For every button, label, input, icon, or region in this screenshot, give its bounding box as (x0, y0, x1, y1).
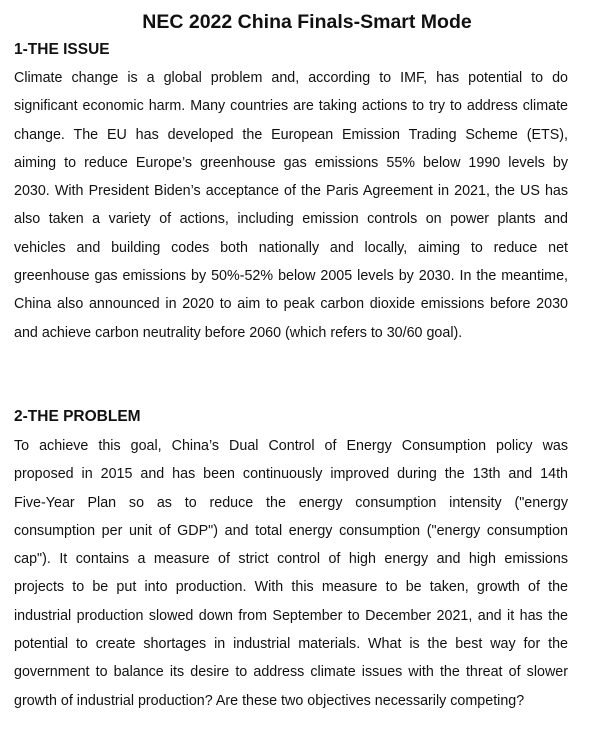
text-line: To achieve this goal, China’s Dual Control of Energy Consumption policy was (14, 438, 568, 454)
document-title: NEC 2022 China Finals-Smart Mode (142, 11, 472, 33)
text-line: government to balance its desire to address climate issues with the threat of slower (14, 664, 568, 681)
section-heading-issue: 1-THE ISSUE (14, 41, 110, 58)
text-line: Five-Year Plan so as to reduce the energy consumption intensity ("energy (14, 494, 568, 511)
text-line: China also announced in 2020 to aim to peak carbon dioxide emissions before 2030 (14, 296, 568, 313)
text-line: greenhouse gas emissions by 50%-52% below 2005 levels by 2030. In the meantime, (14, 268, 568, 285)
text-line: change. The EU has developed the European Emission Trading Scheme (ETS), (14, 126, 568, 143)
text-line: industrial production slowed down from September to December 2021, and it has the (14, 607, 568, 624)
text-line: aiming to reduce Europe’s greenhouse gas emissions 55% below 1990 levels by (14, 154, 568, 171)
text-line: consumption per unit of GDP") and total energy consumption ("energy consumption (14, 522, 568, 539)
text-line: 2030. With President Biden’s acceptance of the Paris Agreement in 2021, the US has (14, 183, 568, 200)
section-heading-problem: 2-THE PROBLEM (14, 408, 141, 425)
text-line: proposed in 2015 and has been continuously improved during the 13th and 14th (14, 466, 568, 483)
text-line: Climate change is a global problem and, according to IMF, has potential to do (14, 70, 568, 86)
section-body-problem (14, 432, 568, 715)
text-line: significant economic harm. Many countries are taking actions to try to address climate (14, 98, 568, 115)
text-line: growth of industrial production? Are these two objectives necessarily competing? (14, 692, 525, 709)
section-body-issue (14, 64, 568, 347)
text-line: projects to be put into production. With this measure to be taken, growth of the (14, 579, 568, 596)
text-line: cap"). It contains a measure of strict control of high energy and high emissions (14, 551, 568, 568)
text-line: potential to create shortages in industrial materials. What is the best way for the (14, 636, 568, 653)
text-line: also taken a variety of actions, including emission controls on power plants and (14, 211, 568, 228)
text-line: and achieve carbon neutrality before 2060 (which refers to 30/60 goal). (14, 324, 463, 341)
text-line: vehicles and building codes both nationally and locally, aiming to reduce net (14, 239, 568, 256)
